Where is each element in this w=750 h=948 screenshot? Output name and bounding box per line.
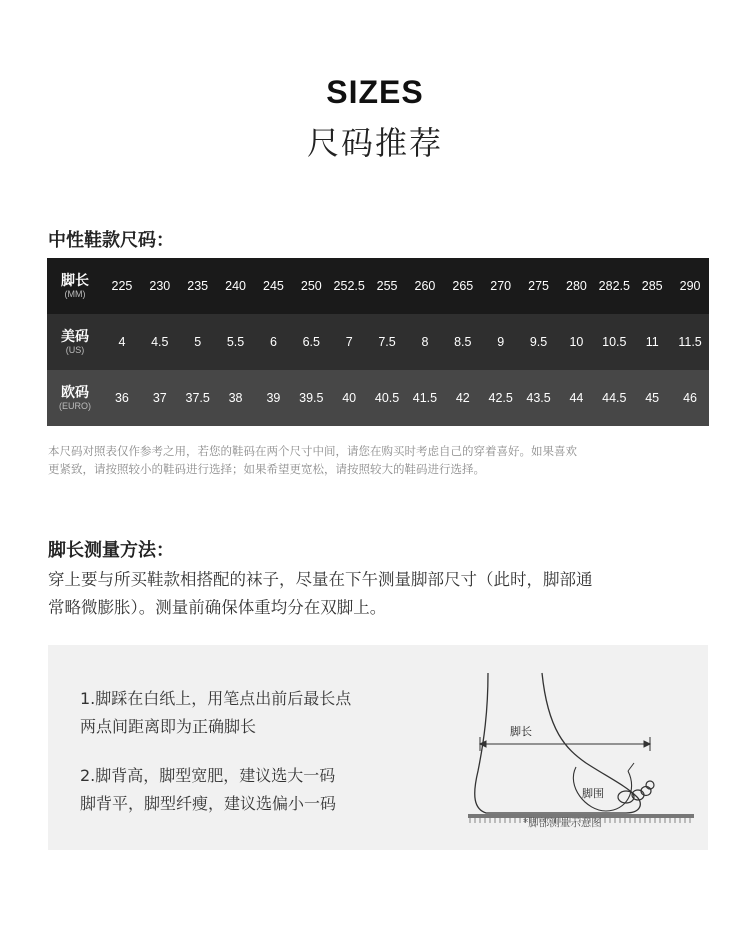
measure-instructions [48,566,713,622]
table-cell: 250 [300,279,322,293]
table-cell: 37.5 [185,391,210,405]
row-header [47,385,103,411]
tip-1-line-1: 1.脚踩在白纸上，用笔点出前后最长点 [80,689,352,708]
tip-2 [80,762,336,818]
table-cell: 230 [149,279,171,293]
table-cell: 11 [645,335,659,349]
table-cell: 280 [566,279,587,293]
table-cell: 44 [569,391,584,405]
table-cell: 37 [152,391,167,405]
row-header [47,273,103,299]
size-table [47,258,709,426]
table-cell: 5 [194,335,202,349]
length-label: 脚长 [510,725,532,738]
table-cell: 270 [490,279,512,293]
table-cell: 255 [376,279,398,293]
table-cell: 275 [528,279,549,293]
measure-tips-panel [48,645,708,850]
table-cell: 44.5 [602,391,627,405]
tip-2-line-1: 2.脚背高，脚型宽肥，建议选大一码 [80,766,336,785]
table-cell: 40 [342,391,357,405]
table-cell: 8.5 [454,335,472,349]
table-cell: 225 [111,279,133,293]
table-cell: 8 [421,335,429,349]
tip-1-line-2: 两点间距离即为正确脚长 [80,717,257,736]
girth-label: 脚围 [582,787,604,800]
foot-outline [475,673,641,813]
table-cell: 9.5 [529,335,548,349]
row-label-en: (MM) [64,288,86,299]
row-label-en: (EURO) [59,400,91,411]
row-label-en: (US) [65,344,85,355]
table-cell: 41.5 [412,391,438,405]
table-cell: 4 [118,335,126,349]
measure-line-2: 常略微膨胀）。测量前确保体重均分在双脚上。 [48,598,387,617]
row-label-cn: 美码 [61,328,89,345]
tip-2-line-2: 脚背平，脚型纤瘦，建议选偏小一码 [80,794,337,813]
table-cell: 36 [114,391,129,405]
table-cell: 245 [263,279,284,293]
table-cell: 39.5 [299,391,324,405]
table-cell: 7 [345,335,353,349]
table-cell: 40.5 [374,391,400,405]
table-cell: 4.5 [151,335,169,349]
table-cell: 285 [641,279,663,293]
table-row-us-size [47,314,709,370]
table-cell: 260 [414,279,436,293]
length-arrow [480,737,650,751]
foot-measurement-diagram [466,671,696,861]
size-note [48,442,708,478]
page-title-en: SIZES [326,74,424,110]
table-cell: 290 [679,279,701,293]
table-cell: 9 [497,335,505,349]
measure-section-heading: 脚长测量方法： [48,540,174,561]
table-cell: 43.5 [526,391,551,405]
table-cell: 45 [645,391,660,405]
table-cell: 42 [455,391,470,405]
row-cells [103,335,709,349]
table-cell: 282.5 [598,279,630,293]
table-cell: 5.5 [226,335,245,349]
table-cell: 10 [569,335,584,349]
table-cell: 240 [225,279,246,293]
table-cell: 7.5 [378,335,396,349]
toes [618,781,654,803]
table-row-euro-size [47,370,709,426]
size-section-heading: 中性鞋款尺码： [48,230,174,251]
size-note-line-1: 本尺码对照表仅作参考之用，若您的鞋码在两个尺寸中间，请您在购买时考虑自己的穿着喜好。如果喜欢 [48,444,577,458]
table-cell: 6 [269,335,277,349]
table-cell: 6.5 [302,335,320,349]
table-row-foot-length [47,258,709,314]
page-title-cn: 尺码推荐 [306,124,443,162]
table-cell: 10.5 [602,335,627,349]
row-cells [103,391,709,405]
table-cell: 265 [452,279,474,293]
size-note-line-2: 更紧致，请按照较小的鞋码进行选择；如果希望更宽松，请按照较大的鞋码进行选择。 [48,462,485,476]
measure-line-1: 穿上要与所买鞋款相搭配的袜子，尽量在下午测量脚部尺寸（此时，脚部通 [48,570,593,589]
row-label-cn: 脚长 [61,272,89,289]
table-cell: 38 [228,391,243,405]
table-cell: 46 [683,391,698,405]
table-cell: 42.5 [488,391,513,405]
table-cell: 11.5 [678,335,702,349]
table-cell: 235 [187,279,209,293]
table-cell: 252.5 [333,279,365,293]
row-label-cn: 欧码 [61,384,89,401]
row-cells [103,279,709,293]
table-cell: 39 [266,391,281,405]
tip-1 [80,685,351,741]
row-header [47,329,103,355]
diagram-caption: *脚部测量示意图 [523,817,602,829]
